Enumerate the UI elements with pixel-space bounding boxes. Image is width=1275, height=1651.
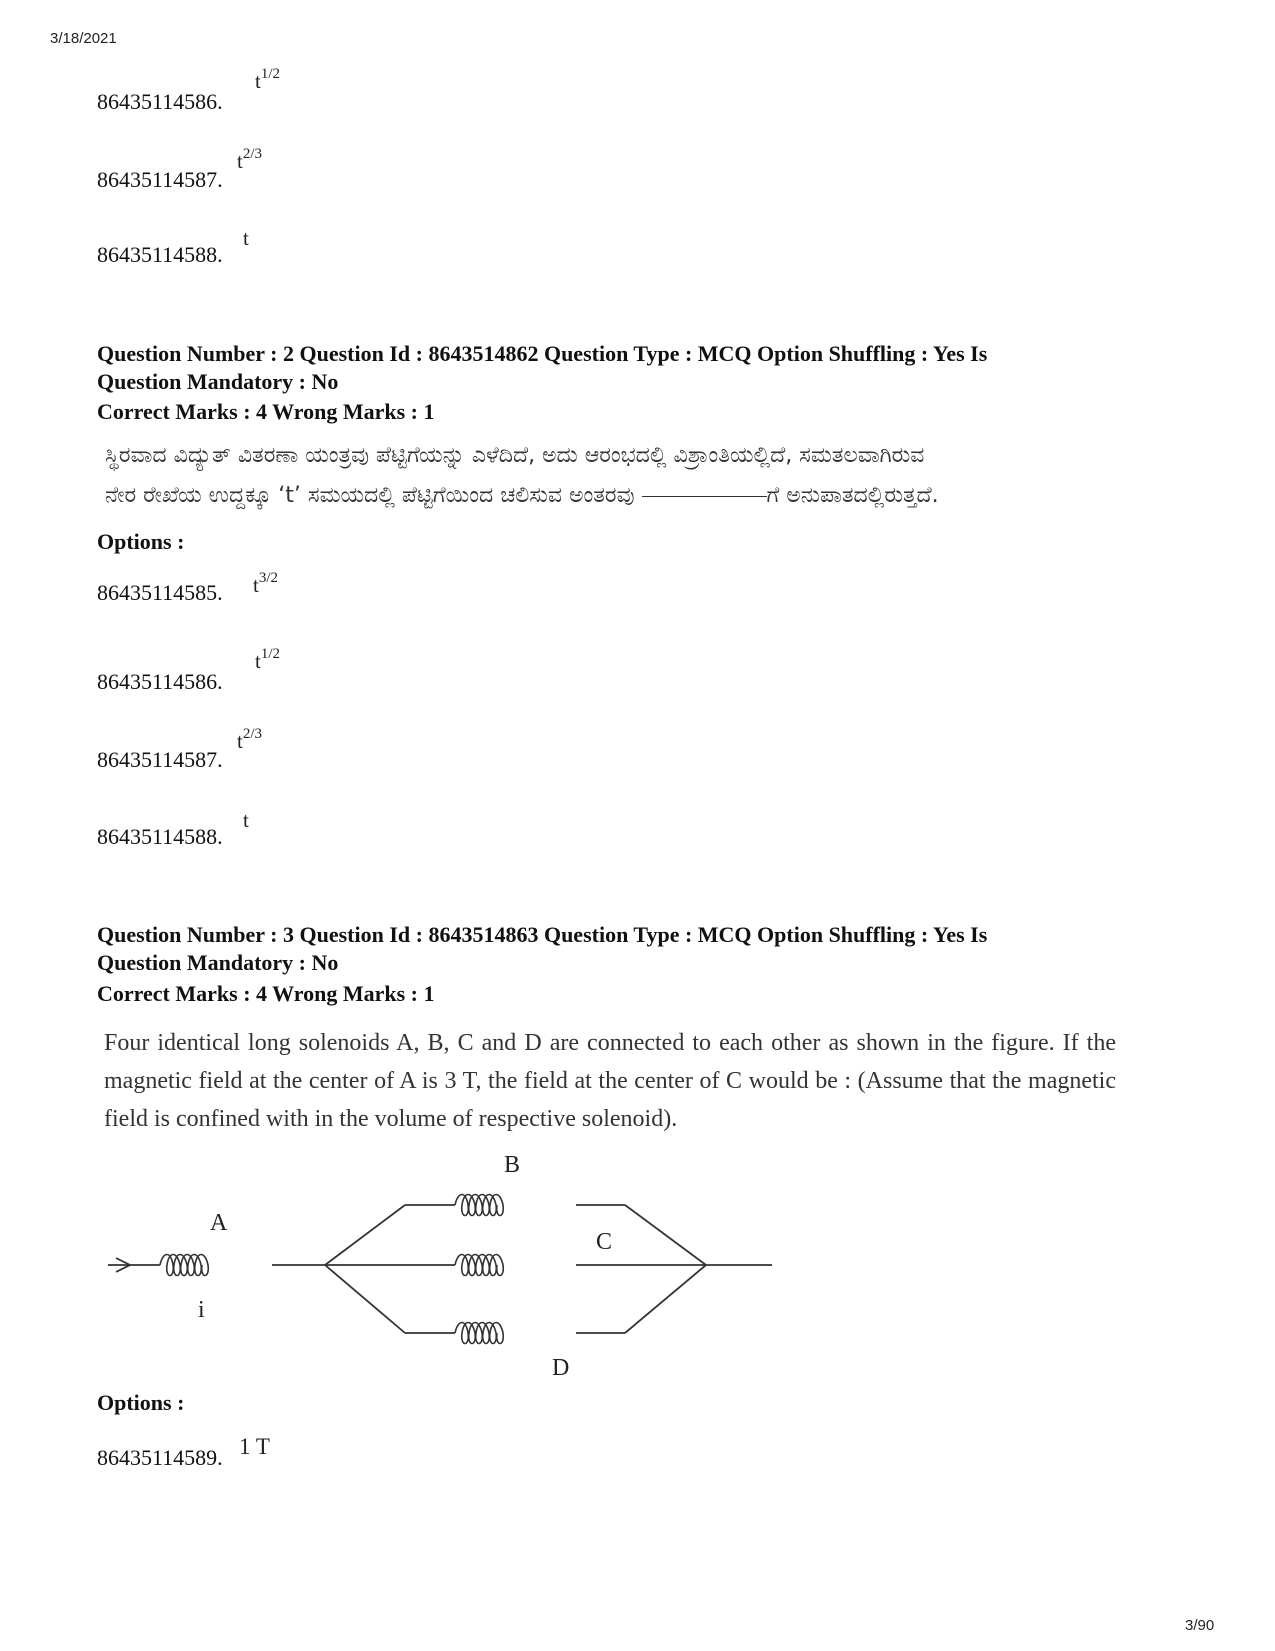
solenoid-a	[160, 1255, 208, 1276]
option-id: 86435114586.	[97, 89, 223, 114]
option-id: 86435114588.	[97, 824, 223, 849]
option-id: 86435114588.	[97, 242, 223, 267]
label-c: C	[596, 1229, 613, 1255]
print-date: 3/18/2021	[50, 30, 117, 47]
option-value: t	[243, 226, 249, 250]
solenoid-c	[455, 1255, 503, 1276]
option-id: 86435114587.	[97, 747, 223, 772]
question-3-text: Four identical long solenoids A, B, C and D are connected to each other as shown in the figure. If the magnetic field at the center of A is 3 T, the field at the center of C would be : (Assume that the magnetic field is confined with in the volume of respective solenoid).	[104, 1030, 1116, 1132]
option-id: 86435114587.	[97, 167, 223, 192]
options-label: Options :	[97, 529, 185, 554]
option-value: $t^{3/2}$	[253, 570, 279, 597]
option-value: $t^{1/2}$	[255, 66, 281, 93]
question-3-header: Question Number : 3 Question Id : 8643514863 Question Type : MCQ Option Shuffling : Yes Is Question Mandatory : No	[97, 922, 988, 975]
question-3-marks: Correct Marks : 4 Wrong Marks : 1	[97, 981, 435, 1006]
solenoid-circuit-figure	[100, 1145, 790, 1385]
solenoid-d	[455, 1323, 503, 1344]
option-id: 86435114589.	[97, 1445, 223, 1470]
option-id: 86435114586.	[97, 669, 223, 694]
label-a: A	[210, 1210, 228, 1236]
question-2-marks: Correct Marks : 4 Wrong Marks : 1	[97, 399, 435, 424]
option-value: t	[243, 808, 249, 832]
solenoid-b	[455, 1195, 503, 1216]
label-d: D	[552, 1355, 570, 1381]
question-2-text: ಸ್ಥಿರವಾದ ವಿದ್ಯುತ್ ವಿತರಣಾ ಯಂತ್ರವು ಪೆಟ್ಟಿಗೆಯನ್ನು ಎಳೆದಿದೆ, ಅದು ಆರಂಭದಲ್ಲಿ ವಿಶ್ರಾಂತಿಯಲ್ಲಿದೆ, ಸಮತಲವಾಗಿರುವ ನೇರ ರೇಖೆಯ ಉದ್ದಕ್ಕೂ ‘t’ ಸಮಯದಲ್ಲಿ ಪೆಟ್ಟಿಗೆಯಿಂದ ಚಲಿಸುವ ಅಂತರವು ಗೆ ಅನುಪಾತದಲ್ಲಿರುತ್ತದೆ.	[105, 443, 939, 508]
answer-blank	[642, 495, 767, 497]
label-b: B	[504, 1152, 521, 1178]
option-value: $t^{2/3}$	[237, 726, 263, 753]
option-value: 1 T	[239, 1434, 270, 1459]
option-value: $t^{1/2}$	[255, 646, 281, 673]
question-2-header: Question Number : 2 Question Id : 8643514862 Question Type : MCQ Option Shuffling : Yes Is Question Mandatory : No	[97, 341, 988, 394]
options-label: Options :	[97, 1390, 185, 1415]
option-value: $t^{2/3}$	[237, 146, 263, 173]
page-number: 3/90	[1185, 1617, 1215, 1634]
label-current: i	[198, 1297, 205, 1323]
option-id: 86435114585.	[97, 580, 223, 605]
